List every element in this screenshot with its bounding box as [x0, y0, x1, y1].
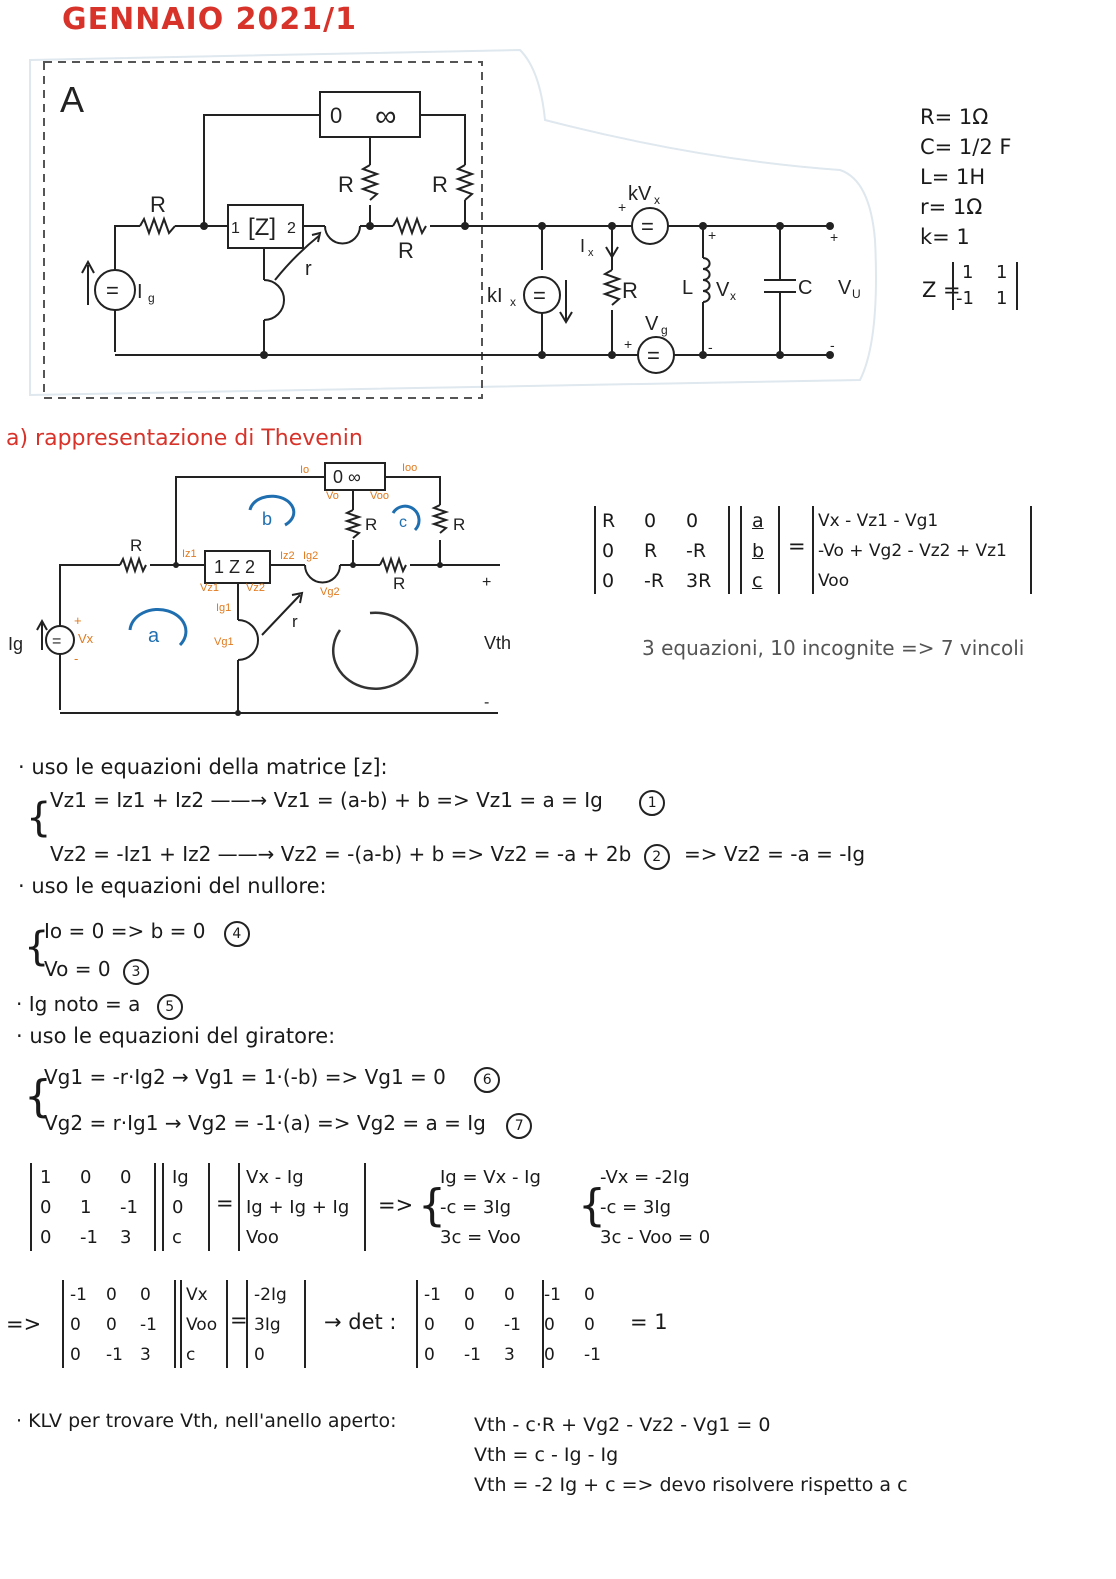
- svg-text:+: +: [624, 336, 633, 352]
- svg-text:1: 1: [231, 220, 240, 237]
- reduced-matrix-equation: 1 0 0 0 1 -1 0 -1 3 Ig 0 c = Vx - Ig Ig + Ig + Ig Voo => { Ig = Vx - Ig -c = 3Ig 3c = Voo { -Vx = -2Ig -c = 3Ig 3c - Voo = 0: [30, 1163, 750, 1258]
- resistor-icon: [120, 559, 146, 571]
- svg-text:Vg1: Vg1: [214, 636, 234, 648]
- equations-note: 3 equazioni, 10 incognite => 7 vincoli: [642, 636, 1025, 660]
- svg-text:V: V: [716, 279, 730, 301]
- svg-text:R: R: [398, 238, 414, 263]
- section-a-heading: a) rappresentazione di Thevenin: [6, 426, 363, 451]
- page-title: GENNAIO 2021/1: [62, 2, 357, 37]
- label-A: A: [60, 79, 85, 120]
- svg-text:-: -: [708, 339, 713, 355]
- svg-text:R: R: [453, 515, 466, 534]
- svg-text:Vx: Vx: [78, 631, 94, 646]
- svg-text:=: =: [533, 283, 546, 308]
- resistor-icon: [347, 510, 359, 538]
- resistor-icon: [363, 165, 377, 200]
- svg-text:kI: kI: [487, 285, 503, 307]
- svg-text:Vz1: Vz1: [200, 582, 219, 594]
- svg-text:+: +: [830, 229, 839, 245]
- gyrator-equations-intro: · uso le equazioni del giratore:: [16, 1024, 336, 1048]
- svg-text:[Z]: [Z]: [248, 214, 276, 241]
- svg-text:0: 0: [330, 103, 343, 128]
- svg-text:Iz2: Iz2: [280, 550, 295, 562]
- svg-text:+: +: [618, 199, 627, 215]
- circuit-diagram-A: [0, 40, 890, 415]
- gyrator-port2-icon: [325, 226, 360, 244]
- capacitor-icon: [764, 280, 796, 292]
- svg-text:c: c: [399, 514, 407, 531]
- svg-text:-: -: [484, 694, 490, 711]
- kvl-equations: Vth - c·R + Vg2 - Vz2 - Vg1 = 0 Vth = c - Ig - Ig Vth = -2 Ig + c => devo risolvere rispetto a c: [474, 1414, 908, 1496]
- parameters: R= 1Ω C= 1/2 F L= 1H r= 1Ω k= 1: [920, 105, 1012, 249]
- page-outline: [30, 50, 876, 395]
- svg-text:x: x: [510, 295, 516, 309]
- ig-note: · Ig noto = a 5: [16, 992, 183, 1020]
- svg-text:x: x: [730, 289, 736, 303]
- svg-text:R: R: [432, 172, 448, 197]
- svg-text:r: r: [305, 258, 312, 280]
- svg-text:Vg2: Vg2: [320, 586, 340, 598]
- svg-text:V: V: [838, 277, 852, 299]
- svg-text:Ioo: Ioo: [402, 462, 418, 474]
- svg-text:2: 2: [287, 220, 296, 237]
- svg-text:R: R: [338, 172, 354, 197]
- svg-text:a: a: [148, 625, 160, 647]
- svg-text:R: R: [150, 192, 166, 217]
- final-matrix-and-determinant: => -1 0 0 0 0 -1 0 -1 3 Vx Voo c = -2Ig 3Ig 0 → det : -1 0 0 -1 0 0 0 -1 0 0 0 -1 3 0 -1 = 1: [6, 1280, 706, 1375]
- svg-text:=: =: [52, 633, 62, 650]
- svg-text:Ig2: Ig2: [303, 550, 319, 562]
- resistor-icon: [434, 505, 446, 533]
- svg-text:Voo: Voo: [370, 490, 389, 502]
- gyrator-port1-icon: [238, 620, 258, 660]
- svg-text:x: x: [588, 247, 594, 259]
- svg-text:-: -: [830, 337, 835, 353]
- svg-text:-: -: [74, 651, 79, 666]
- svg-text:g: g: [148, 291, 155, 305]
- svg-text:U: U: [852, 287, 861, 301]
- gyrator-equations: { Vg1 = -r·Ig2 → Vg1 = 1·(-b) => Vg1 = 0 6 Vg2 = r·Ig1 → Vg2 = -1·(a) => Vg2 = a = Ig 7: [30, 1054, 532, 1146]
- svg-text:g: g: [661, 323, 668, 337]
- svg-text:C: C: [798, 277, 813, 299]
- thevenin-circuit: [0, 455, 520, 725]
- z-equation-1: { Vz1 = Iz1 + Iz2 ——→ Vz1 = (a-b) + b => Vz1 = a = Ig 1: [34, 788, 665, 816]
- resistor-icon: [140, 219, 175, 233]
- open-loop-icon: [333, 613, 417, 689]
- svg-text:∞: ∞: [375, 100, 397, 133]
- svg-text:b: b: [262, 509, 273, 529]
- svg-text:V: V: [645, 313, 659, 335]
- svg-text:kV: kV: [628, 183, 652, 205]
- nullor-equations-intro: · uso le equazioni del nullore:: [18, 874, 327, 898]
- svg-text:R: R: [622, 278, 638, 303]
- resistor-icon: [605, 270, 619, 305]
- resistor-icon: [380, 559, 406, 571]
- svg-text:1 Z 2: 1 Z 2: [214, 557, 256, 577]
- svg-text:+: +: [74, 613, 82, 628]
- inductor-icon: [703, 258, 710, 302]
- svg-text:r: r: [292, 612, 298, 631]
- svg-text:Vo: Vo: [326, 490, 339, 502]
- gyrator-port2-icon: [305, 565, 340, 583]
- z-equations-intro: · uso le equazioni della matrice [z]:: [18, 755, 388, 779]
- svg-text:R: R: [365, 515, 378, 534]
- gyrator-port1-icon: [264, 280, 284, 320]
- resistor-icon: [458, 165, 472, 200]
- svg-text:R: R: [130, 536, 143, 555]
- svg-text:L: L: [682, 277, 694, 299]
- svg-text:=: =: [641, 214, 654, 239]
- svg-text:Ig1: Ig1: [216, 602, 232, 614]
- svg-text:I: I: [137, 281, 143, 303]
- svg-text:Iz1: Iz1: [182, 548, 197, 560]
- svg-text:0 ∞: 0 ∞: [333, 467, 361, 487]
- svg-text:+: +: [708, 227, 717, 243]
- svg-text:Io: Io: [300, 464, 310, 476]
- mesh-matrix-equation: R 0 0 0 R -R 0 -R 3R a b c = Vx - Vz1 - Vg1 -Vo + Vg2 - Vz2 + Vz1 Voo: [594, 506, 1034, 601]
- svg-text:x: x: [654, 193, 660, 207]
- nullor-equations: { Io = 0 => b = 0 4 Vo = 0 3: [30, 912, 250, 988]
- svg-text:Ig: Ig: [8, 634, 24, 654]
- z-equation-2: Vz2 = -Iz1 + Iz2 ——→ Vz2 = -(a-b) + b => Vz2 = -a + 2b 2 => Vz2 = -a = -Ig: [50, 842, 865, 870]
- kvl-intro: · KLV per trovare Vth, nell'anello aperto:: [16, 1410, 397, 1432]
- svg-text:I: I: [580, 236, 586, 256]
- svg-text:=: =: [106, 278, 119, 303]
- svg-text:+: +: [482, 574, 492, 591]
- svg-text:Vz2: Vz2: [246, 582, 265, 594]
- svg-text:R: R: [393, 574, 406, 593]
- svg-text:Vth: Vth: [484, 633, 512, 653]
- resistor-icon: [393, 219, 426, 233]
- svg-text:=: =: [647, 343, 660, 368]
